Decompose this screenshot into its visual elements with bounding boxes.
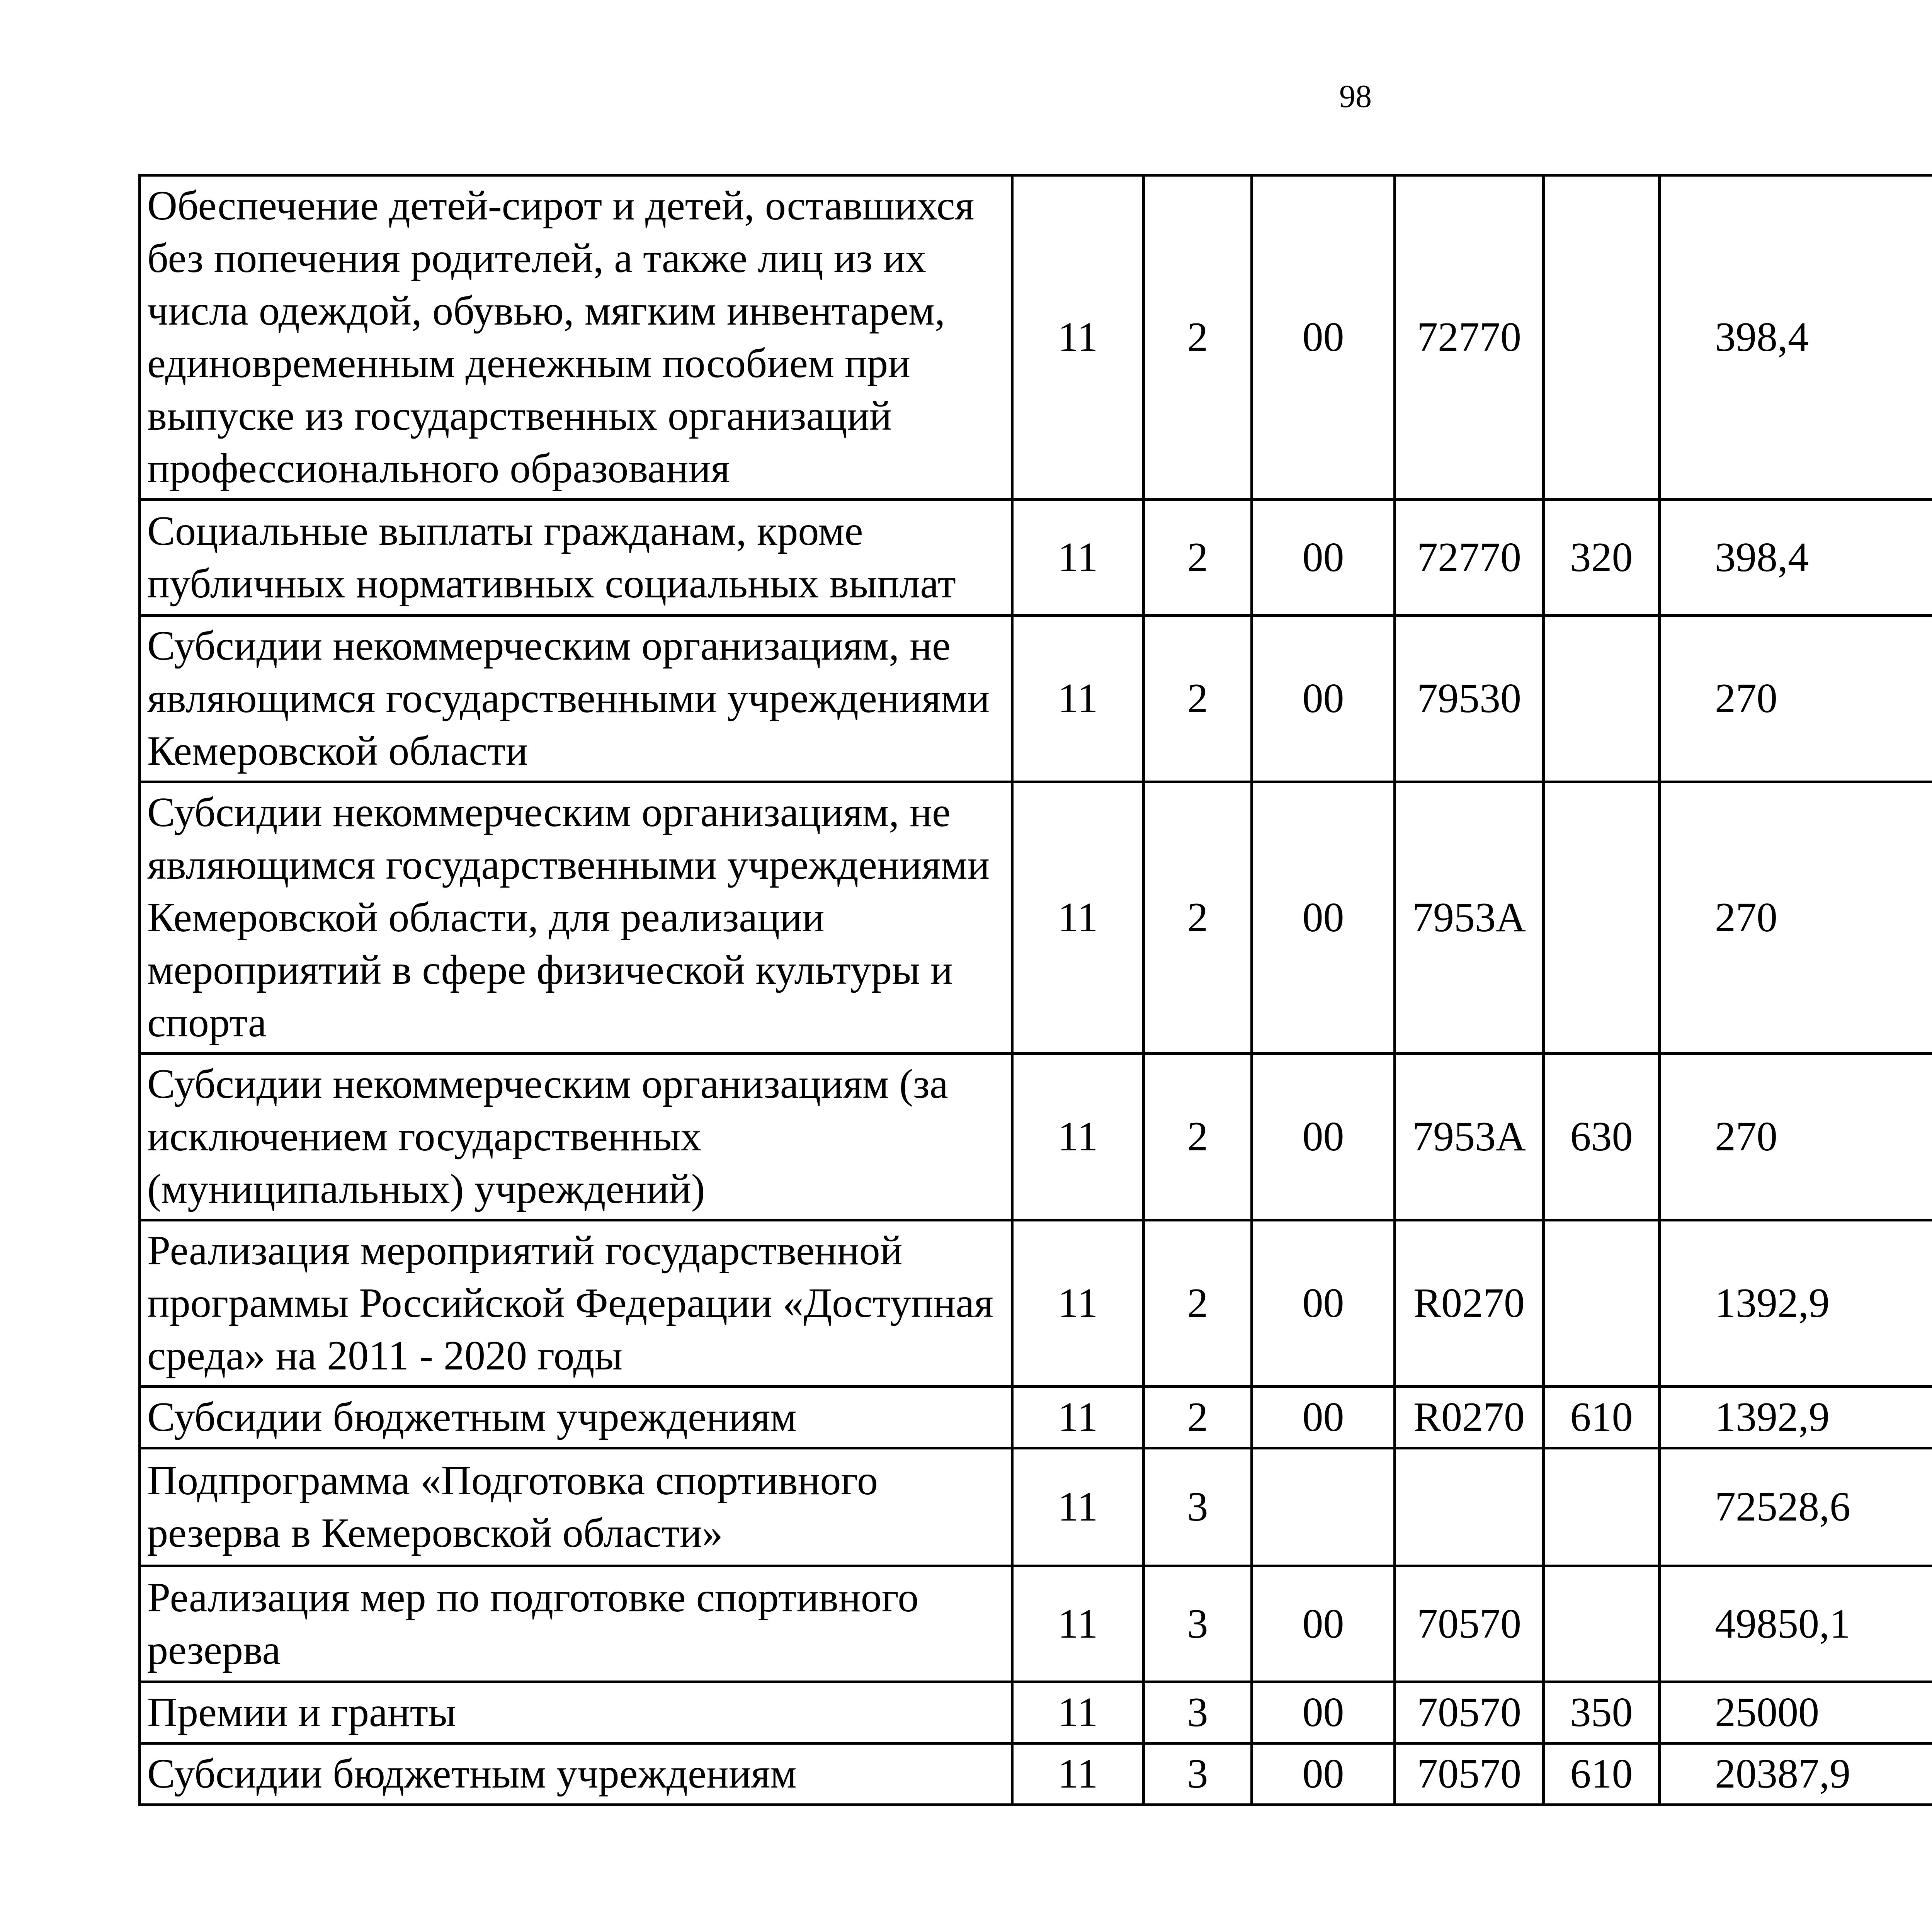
- table-row: [140, 175, 1932, 500]
- budget-table: [138, 174, 1932, 1806]
- item-cell: R0270: [1395, 1387, 1544, 1448]
- expense-type-cell: [1544, 1448, 1660, 1566]
- table-row: [140, 1220, 1932, 1387]
- subsection-cell: 3: [1144, 1566, 1252, 1682]
- item-cell: 70570: [1395, 1682, 1544, 1744]
- table-row: [140, 616, 1932, 782]
- year1-amount: 1392,9: [1660, 1387, 1932, 1448]
- program-cell: 00: [1252, 782, 1395, 1054]
- year1-amount: 20387,9: [1660, 1744, 1932, 1805]
- year1-amount: 1392,9: [1660, 1220, 1932, 1387]
- row-name: Подпрограмма «Подготовка спортивного резерва в Кемеровской области»: [140, 1448, 1012, 1566]
- row-name: Социальные выплаты гражданам, кроме публичных нормативных социальных выплат: [140, 500, 1012, 616]
- subsection-cell: 2: [1144, 1387, 1252, 1448]
- item-cell: 70570: [1395, 1744, 1544, 1805]
- expense-type-cell: 320: [1544, 500, 1660, 616]
- item-cell: [1395, 1448, 1544, 1566]
- page-number: 98: [1339, 78, 1372, 114]
- expense-type-cell: [1544, 175, 1660, 500]
- program-cell: 00: [1252, 1220, 1395, 1387]
- subsection-cell: 2: [1144, 782, 1252, 1054]
- section-cell: 11: [1012, 1448, 1144, 1566]
- subsection-cell: 3: [1144, 1744, 1252, 1805]
- expense-type-cell: 610: [1544, 1744, 1660, 1805]
- table-row: [140, 1566, 1932, 1682]
- program-cell: 00: [1252, 1566, 1395, 1682]
- row-name: Субсидии некоммерческим организациям, не являющимся государственными учреждениями Кемеровской области, для реализации мероприятий в сфере физической культуры и спорта: [140, 782, 1012, 1054]
- expense-type-cell: [1544, 616, 1660, 782]
- year1-amount: 270: [1660, 782, 1932, 1054]
- program-cell: 00: [1252, 1744, 1395, 1805]
- section-cell: 11: [1012, 1387, 1144, 1448]
- section-cell: 11: [1012, 500, 1144, 616]
- table-row: [140, 1054, 1932, 1220]
- table-row: [140, 500, 1932, 616]
- subsection-cell: 2: [1144, 175, 1252, 500]
- year1-amount: 25000: [1660, 1682, 1932, 1744]
- item-cell: 72770: [1395, 175, 1544, 500]
- table-row: [140, 1682, 1932, 1744]
- row-name: Субсидии бюджетным учреждениям: [140, 1387, 1012, 1448]
- subsection-cell: 3: [1144, 1682, 1252, 1744]
- year1-amount: 270: [1660, 616, 1932, 782]
- item-cell: 70570: [1395, 1566, 1544, 1682]
- section-cell: 11: [1012, 1744, 1144, 1805]
- expense-type-cell: 630: [1544, 1054, 1660, 1220]
- subsection-cell: 2: [1144, 616, 1252, 782]
- item-cell: R0270: [1395, 1220, 1544, 1387]
- year1-amount: 72528,6: [1660, 1448, 1932, 1566]
- year1-amount: 270: [1660, 1054, 1932, 1220]
- row-name: Обеспечение детей-сирот и детей, оставшихся без попечения родителей, а также лиц из их числа одеждой, обувью, мягким инвентарем, единовременным денежным пособием при выпуске из государственных организаций профессионального образования: [140, 175, 1012, 500]
- section-cell: 11: [1012, 1220, 1144, 1387]
- row-name: Премии и гранты: [140, 1682, 1012, 1744]
- expense-type-cell: [1544, 1566, 1660, 1682]
- row-name: Реализация мер по подготовке спортивного резерва: [140, 1566, 1012, 1682]
- year1-amount: 398,4: [1660, 500, 1932, 616]
- table-row: [140, 1387, 1932, 1448]
- row-name: Субсидии бюджетным учреждениям: [140, 1744, 1012, 1805]
- item-cell: 7953А: [1395, 782, 1544, 1054]
- year1-amount: 49850,1: [1660, 1566, 1932, 1682]
- program-cell: [1252, 1448, 1395, 1566]
- subsection-cell: 3: [1144, 1448, 1252, 1566]
- year1-amount: 398,4: [1660, 175, 1932, 500]
- program-cell: 00: [1252, 616, 1395, 782]
- expense-type-cell: 610: [1544, 1387, 1660, 1448]
- expense-type-cell: [1544, 1220, 1660, 1387]
- section-cell: 11: [1012, 616, 1144, 782]
- item-cell: 72770: [1395, 500, 1544, 616]
- section-cell: 11: [1012, 175, 1144, 500]
- program-cell: 00: [1252, 1682, 1395, 1744]
- row-name: Субсидии некоммерческим организациям (за исключением государственных (муниципальных) учреждений): [140, 1054, 1012, 1220]
- program-cell: 00: [1252, 1387, 1395, 1448]
- program-cell: 00: [1252, 500, 1395, 616]
- subsection-cell: 2: [1144, 1220, 1252, 1387]
- row-name: Субсидии некоммерческим организациям, не являющимся государственными учреждениями Кемеровской области: [140, 616, 1012, 782]
- program-cell: 00: [1252, 1054, 1395, 1220]
- section-cell: 11: [1012, 1054, 1144, 1220]
- subsection-cell: 2: [1144, 500, 1252, 616]
- section-cell: 11: [1012, 1682, 1144, 1744]
- table-row: [140, 782, 1932, 1054]
- item-cell: 79530: [1395, 616, 1544, 782]
- table-row: [140, 1448, 1932, 1566]
- subsection-cell: 2: [1144, 1054, 1252, 1220]
- item-cell: 7953А: [1395, 1054, 1544, 1220]
- expense-type-cell: 350: [1544, 1682, 1660, 1744]
- table-row: [140, 1744, 1932, 1805]
- program-cell: 00: [1252, 175, 1395, 500]
- row-name: Реализация мероприятий государственной программы Российской Федерации «Доступная среда» на 2011 - 2020 годы: [140, 1220, 1012, 1387]
- section-cell: 11: [1012, 782, 1144, 1054]
- section-cell: 11: [1012, 1566, 1144, 1682]
- expense-type-cell: [1544, 782, 1660, 1054]
